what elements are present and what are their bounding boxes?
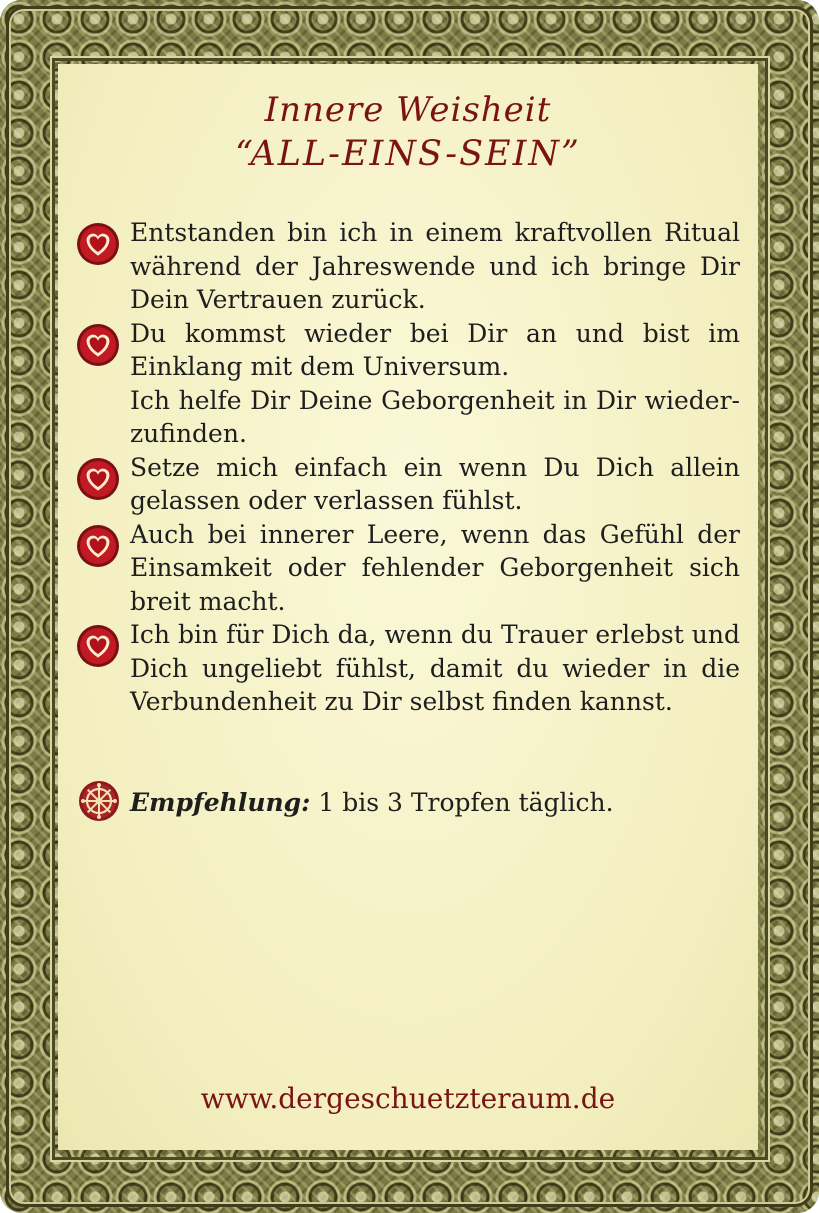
item-list (76, 216, 740, 719)
list-item (76, 618, 740, 719)
recommendation-label: Empfehlung: (130, 788, 311, 817)
list-item (76, 451, 740, 518)
heart-icon (76, 624, 120, 668)
heart-icon (76, 524, 120, 568)
heart-icon (76, 457, 120, 501)
list-item (76, 216, 740, 317)
list-item (76, 317, 740, 451)
item-text: Entstanden bin ich in einem kraftvollen Ritual während der Jahreswende und ich bringe Dir Dein Vertrauen zurück. (130, 218, 740, 314)
heart-icon (76, 323, 120, 367)
card-subtitle: “ALL-EINS-SEIN” (235, 134, 581, 174)
item-text: Setze mich einfach ein wenn Du Dich allein gelassen oder verlassen fühlst. (130, 452, 740, 515)
recommendation (76, 786, 794, 820)
heart-icon (76, 222, 120, 266)
item-text: Du kommst wieder bei Dir an und bist im Einklang mit dem Universum. (130, 318, 740, 381)
website-url: www.dergeschuetzteraum.de (200, 1082, 616, 1115)
card-title: Innere Weisheit (264, 90, 552, 130)
item-text: Auch bei innerer Leere, wenn das Gefühl der Einsamkeit oder fehlender Geborgenheit sich breit macht. (130, 519, 740, 616)
dharma-wheel-icon (78, 780, 120, 822)
item-text: Ich helfe Dir Deine Geborgenheit in Dir wieder-zufinden. (130, 385, 740, 448)
content-panel (58, 64, 758, 1150)
list-item (76, 518, 740, 619)
recommendation-text: 1 bis 3 Tropfen täglich. (318, 788, 614, 817)
item-text: Ich bin für Dich da, wenn du Trauer erlebst und Dich ungeliebt fühlst, damit du wieder in die Verbundenheit zu Dir selbst finden kannst. (130, 620, 740, 716)
